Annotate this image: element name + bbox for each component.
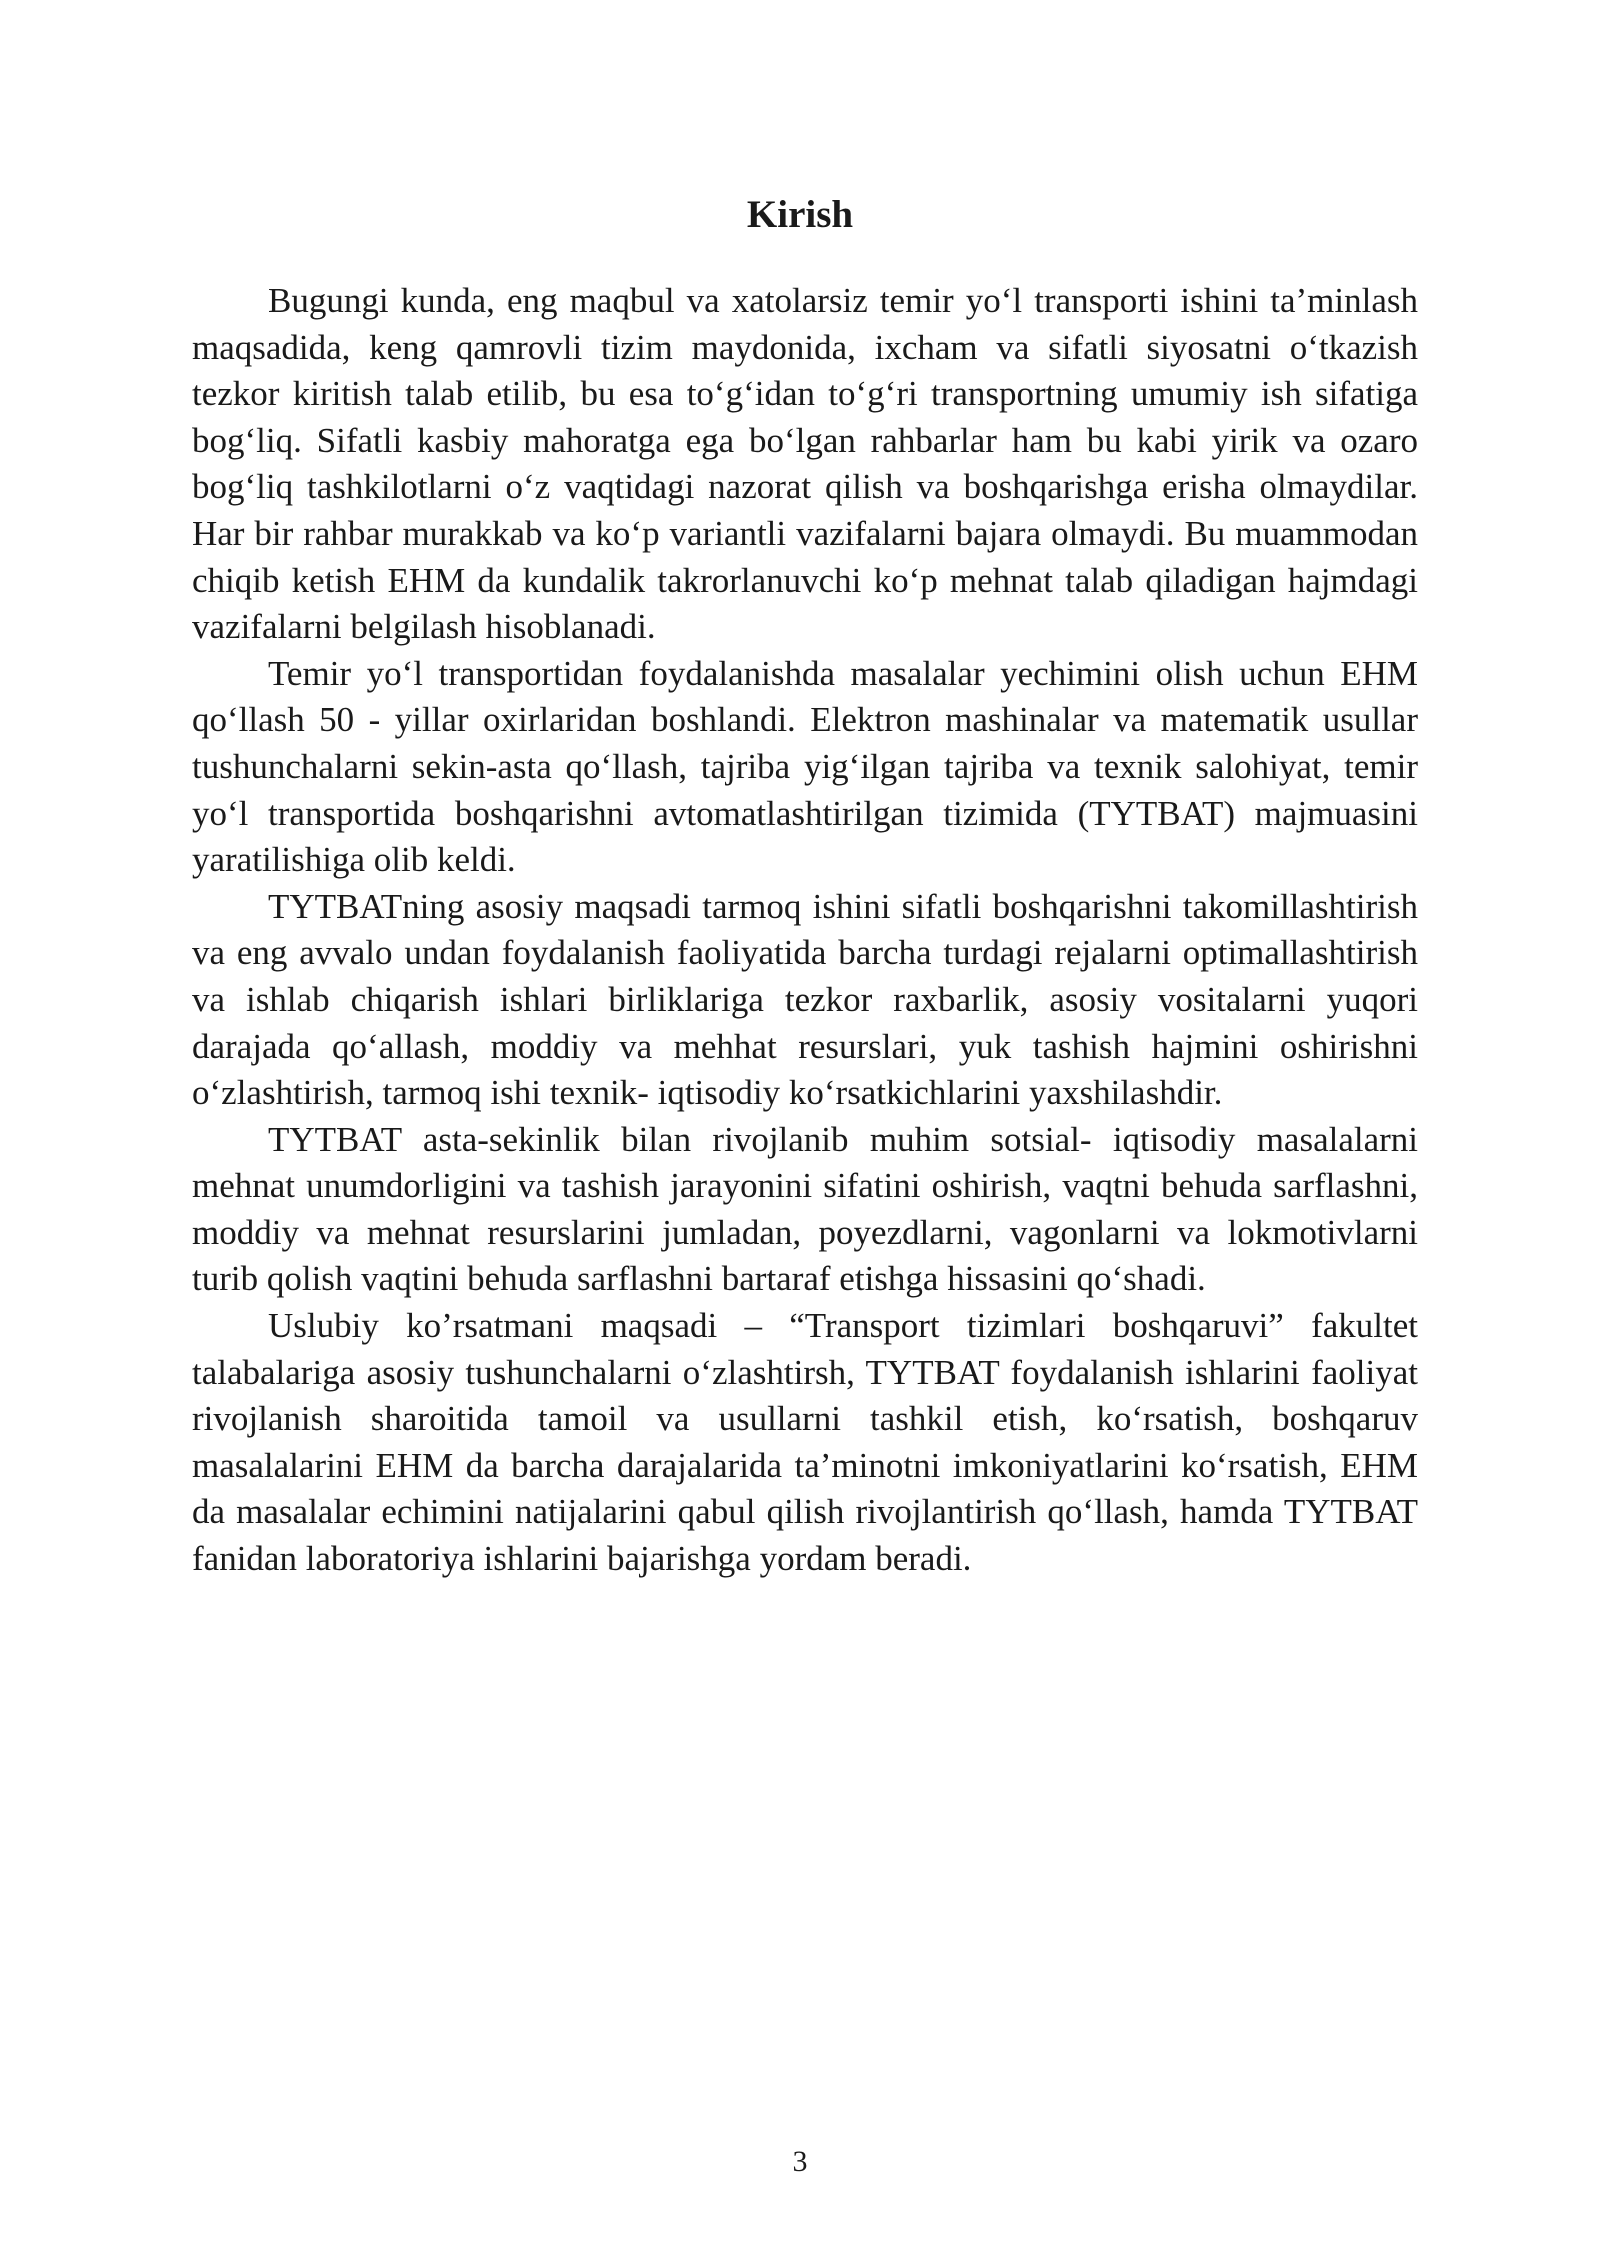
paragraph-1: Bugungi kunda, eng maqbul va xatolarsiz temir yo‘l transporti ishini ta’minlash maqsadida, keng qamrovli tizim maydonida, ixcham va sifatli siyosatni o‘tkazish tezkor kiritish talab etilib, bu esa to‘g‘idan to‘g‘ri transportning umumiy ish sifatiga bog‘liq. Sifatli kasbiy mahoratga ega bo‘lgan rahbarlar ham bu kabi yirik va ozaro bog‘liq tashkilotlarni o‘z vaqtidagi nazorat qilish va boshqarishga erisha olmaydilar. Har bir rahbar murakkab va ko‘p variantli vazifalarni bajara olmaydi. Bu muammodan chiqib ketish EHM da kundalik takrorlanuvchi ko‘p mehnat talab qiladigan hajmdagi vazifalarni belgilash hisoblanadi. (192, 281, 1418, 647)
paragraph-4: TYTBAT asta-sekinlik bilan rivojlanib muhim sotsial- iqtisodiy masalalarni mehnat unumdorligini va tashish jarayonini sifatini oshirish, vaqtni behuda sarflashni, moddiy va mehnat resurslarini jumladan, poyezdlarni, vagonlarni va lokmotivlarni turib qolish vaqtini behuda sarflashni bartaraf etishga hissasini qo‘shadi. (192, 1119, 1418, 1299)
paragraph-5: Uslubiy ko’rsatmani maqsadi – “Transport tizimlari boshqaruvi” fakultet talabalariga asosiy tushunchalarni o‘zlashtirsh, TYTBAT foydalanish ishlarini faoliyat rivojlanish sharoitida tamoil va usullarni tashkil etish, ko‘rsatish, boshqaruv masalalarini EHM da barcha darajalarida ta’minotni imkoniyatlarini ko‘rsatish, EHM da masalalar echimini natijalarini qabul qilish rivojlantirish qo‘llash, hamda TYTBAT fanidan laboratoriya ishlarini bajarishga yordam beradi. (192, 1306, 1418, 1579)
document-body (192, 278, 1418, 1583)
paragraph-3: TYTBATning asosiy maqsadi tarmoq ishini sifatli boshqarishni takomillashtirish va eng avvalo undan foydalanish faoliyatida barcha turdagi rejalarni optimallashtirish va ishlab chiqarish ishlari birliklariga tezkor raxbarlik, asosiy vositalarni yuqori darajada qo‘allash, moddiy va mehhat resurslari, yuk tashish hajmini oshirishni o‘zlashtirish, tarmoq ishi texnik- iqtisodiy ko‘rsatkichlarini yaxshilashdir. (192, 886, 1418, 1113)
paragraph-2: Temir yo‘l transportidan foydalanishda masalalar yechimini olish uchun EHM qo‘llash 50 - yillar oxirlaridan boshlandi. Elektron mashinalar va matematik usullar tushunchalarni sekin-asta qo‘llash, tajriba yig‘ilgan tajriba va texnik salohiyat, temir yo‘l transportida boshqarishni avtomatlashtirilgan tizimida (TYTBAT) majmuasini yaratilishiga olib keldi. (192, 653, 1418, 880)
page-title: Kirish (746, 193, 854, 236)
page-number: 3 (792, 2145, 808, 2178)
